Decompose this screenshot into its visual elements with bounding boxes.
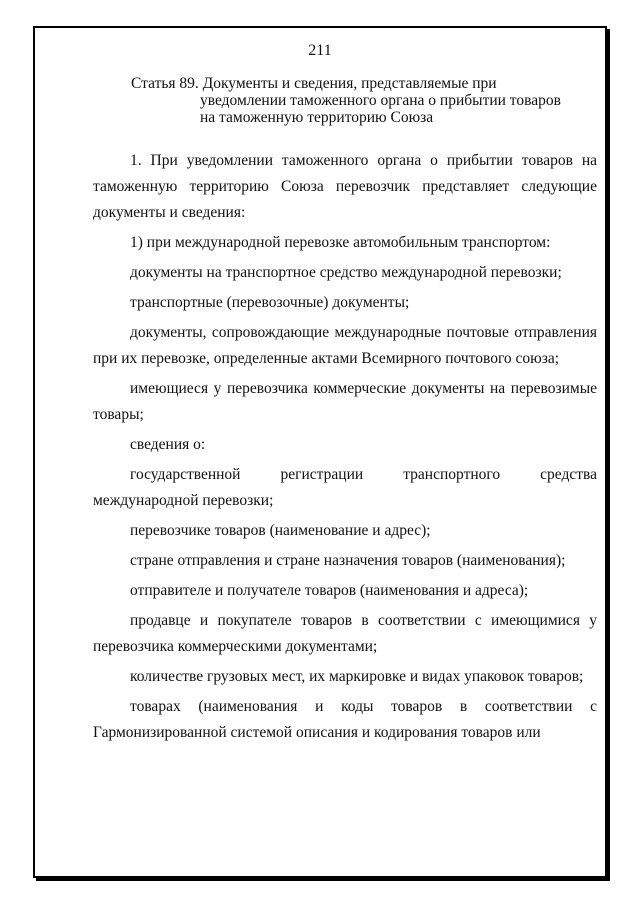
paragraph: 1) при международной перевозке автомобильным транспортом:: [130, 234, 551, 251]
paragraph: продавце и покупателе товаров в соответствии с имеющимися у перевозчика коммерческими документами;: [93, 612, 597, 655]
paragraph: транспортные (перевозочные) документы;: [130, 294, 410, 311]
page-number: 211: [308, 42, 332, 59]
article-heading: [131, 75, 561, 126]
paragraph: товарах (наименования и коды товаров в соответствии с Гармонизированной системой описания и кодирования товаров или: [93, 698, 597, 741]
page-frame: [33, 26, 607, 878]
paragraph: 1. При уведомлении таможенного органа о прибытии товаров на таможенную территорию Союза перевозчик представляет следующие документы и сведения:: [93, 152, 597, 221]
paragraph: документы, сопровождающие международные почтовые отправления при их перевозке, определенные актами Всемирного почтового союза;: [93, 324, 597, 367]
paragraph: сведения о:: [130, 436, 206, 453]
paragraph: количестве грузовых мест, их маркировке и видах упаковок товаров;: [130, 668, 584, 685]
paragraph: отправителе и получателе товаров (наименования и адреса);: [130, 582, 529, 599]
heading-line-1: Статья 89. Документы и сведения, представляемые при: [131, 75, 497, 92]
article-body: [93, 148, 597, 746]
paragraph: стране отправления и стране назначения товаров (наименования);: [130, 552, 566, 569]
paragraph: перевозчике товаров (наименование и адрес);: [130, 522, 431, 539]
paragraph: государственной регистрации транспортного средства международной перевозки;: [93, 466, 597, 509]
paragraph: документы на транспортное средство международной перевозки;: [130, 264, 562, 281]
paragraph: имеющиеся у перевозчика коммерческие документы на перевозимые товары;: [93, 380, 597, 423]
heading-line-3: на таможенную территорию Союза: [200, 109, 434, 126]
heading-line-2: уведомлении таможенного органа о прибытии товаров: [200, 92, 561, 109]
